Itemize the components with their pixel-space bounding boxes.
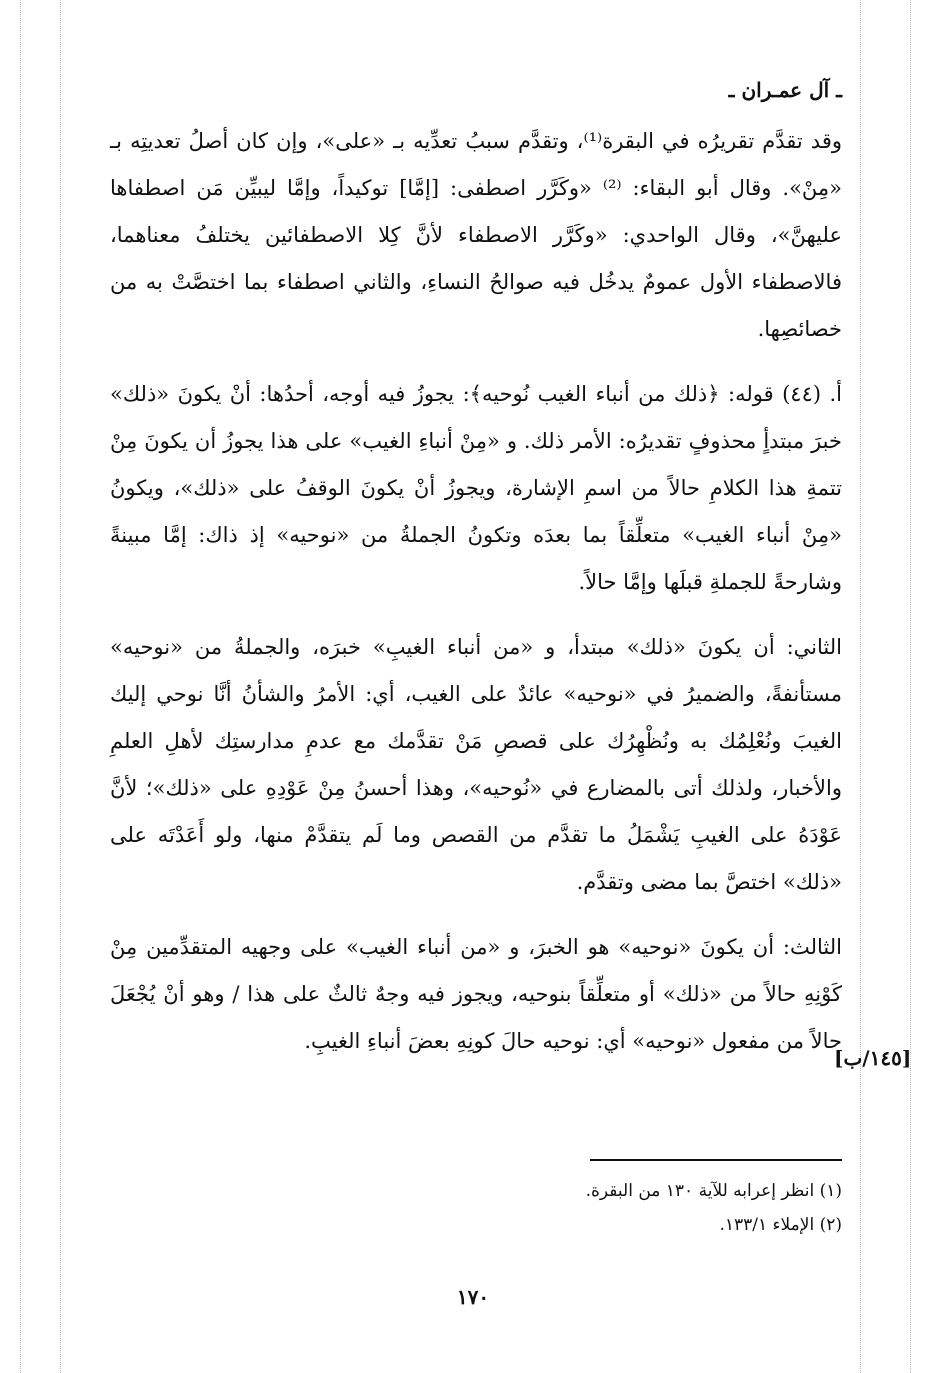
paragraph: أ. (٤٤) قوله: ﴿ذلك من أنباء الغيب نُوحيه﴾: يجوزُ فيه أوجه، أحدُها: أنْ يكونَ «ذلك» خبرَ مبتدأٍ محذوفٍ تقديرُه: الأمر ذلك. و «مِنْ أنباءِ الغيب» على هذا يجوزُ أن يكونَ مِنْ تتمةِ هذا الكلامِ حالاً من اسمِ الإشارة، ويجوزُ أنْ يكونَ الوقفُ على «ذلك»، ويكونُ «مِنْ أنباء الغيب» متعلِّقاً بما بعدَه وتكونُ الجملةُ من «نوحيه» إذ ذاك: إمَّا مبينةً وشارحةً للجملةِ قبلَها وإمَّا حالاً. xyxy=(110,382,843,594)
scan-margin-line xyxy=(860,0,861,1373)
paragraph: الثالث: أن يكونَ «نوحيه» هو الخبرَ، و «من أنباء الغيب» على وجهيه المتقدِّمين مِنْ كَوْنِهِ حالاً من «ذلك» أو متعلِّقاً بنوحيه، ويجوز فيه وجهٌ ثالثٌ على هذا / وهو أنْ يُجْعَلَ حالاً من مفعول «نوحيه» أي: نوحيه حالَ كونِهِ بعضَ أنباءِ الغيبِ. xyxy=(110,935,842,1053)
paragraph: وقد تقدَّم تقريرُه في البقرة⁽¹⁾، وتقدَّم سببُ تعدِّيه بـ «على»، وإن كان أصلُ تعديتِه بـ «مِنْ». وقال أبو البقاء: ⁽²⁾ «وكَرَّر اصطفى: [إمَّا] توكيداً، وإمَّا ليبيِّن مَن اصطفاها عليهنَّ»، وقال الواحدي: «وكَرَّر الاصطفاء لأنَّ كِلا الاصطفائين يختلفُ معناهما، فالاصطفاء الأول عمومٌ يدخُل فيه صوالحُ النساءِ، والثاني اصطفاء بما اختصَّتْ به من خصائصِها. xyxy=(110,129,842,341)
scan-margin-line xyxy=(910,0,911,1373)
footnote: (٢) الإملاء ١٣٣/١. xyxy=(719,1215,842,1235)
scan-margin-line xyxy=(20,0,21,1373)
folio-marker: [١٤٥/ب] xyxy=(834,1046,912,1070)
running-header: ـ آل عمـران ـ xyxy=(728,78,842,102)
scan-margin-line xyxy=(60,0,61,1373)
footnotes xyxy=(342,1174,842,1242)
footnote-divider xyxy=(590,1159,842,1161)
body-text xyxy=(110,118,842,1083)
paragraph: الثاني: أن يكونَ «ذلك» مبتدأ، و «من أنباء الغيبِ» خبرَه، والجملةُ من «نوحيه» مستأنفةً، والضميرُ في «نوحيه» عائدٌ على الغيب، أي: الأمرُ والشأنُ أنَّا نوحي إليك الغيبَ ونُعْلِمُك به ونُظْهِرُك على قصصِ مَنْ تقدَّمك مع عدمِ مدارستِك لأهلِ العلمِ والأخبار، ولذلك أتى بالمضارع في «نُوحيه»، وهذا أحسنُ مِنْ عَوْدِهِ على «ذلك»؛ لأنَّ عَوْدَهُ على الغيبِ يَشْمَلُ ما تقدَّم من القصص وما لَم يتقدَّمْ منها، ولو أَعَدْتَه على «ذلك» اختصَّ بما مضى وتقدَّم. xyxy=(110,635,842,894)
footnote: (١) انظر إعرابه للآية ١٣٠ من البقرة. xyxy=(585,1181,842,1201)
page-number: ١٧٠ xyxy=(456,1285,490,1309)
